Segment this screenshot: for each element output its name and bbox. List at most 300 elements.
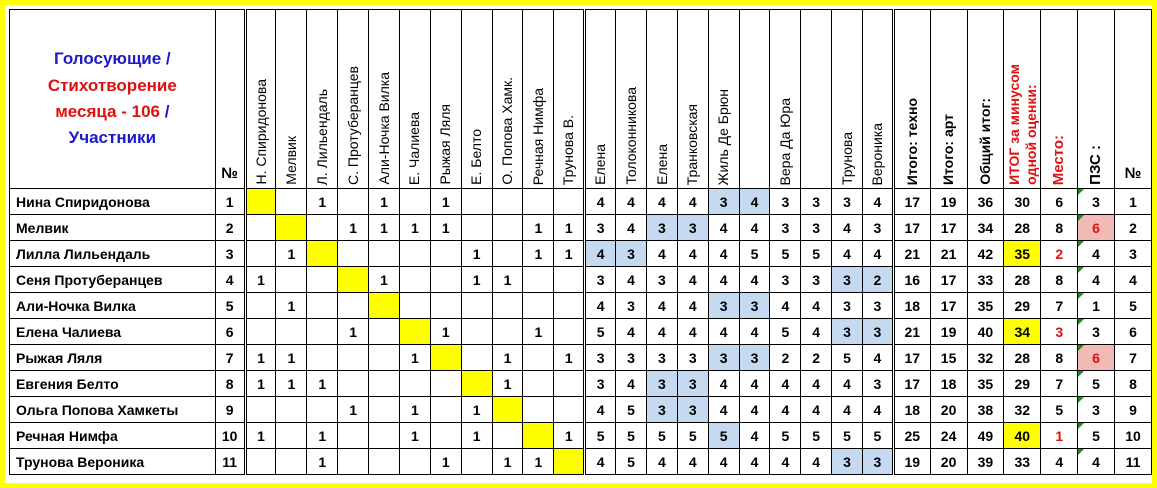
voter-header-8 xyxy=(461,10,492,189)
vote-cell: 1 xyxy=(399,215,430,241)
vote-cell: 1 xyxy=(430,215,461,241)
vote-cell: 1 xyxy=(369,189,400,215)
expert-score-cell: 4 xyxy=(739,397,770,423)
vote-cell xyxy=(461,215,492,241)
total-art-cell: 19 xyxy=(930,189,967,215)
total-techno-cell: 18 xyxy=(893,397,930,423)
expert-score-cell: 4 xyxy=(677,241,708,267)
table-row xyxy=(10,319,1152,345)
expert-score-cell: 4 xyxy=(646,293,677,319)
expert-score-cell: 5 xyxy=(616,397,647,423)
pzs-cell: 3 xyxy=(1078,397,1115,423)
expert-score-cell: 4 xyxy=(616,215,647,241)
expert-score-cell: 4 xyxy=(832,241,863,267)
expert-score-cell: 4 xyxy=(862,241,893,267)
expert-score-cell: 4 xyxy=(585,189,616,215)
expert-score-cell: 4 xyxy=(832,371,863,397)
total-art-cell: 19 xyxy=(930,319,967,345)
vote-cell: 1 xyxy=(307,449,338,475)
vote-cell: 1 xyxy=(554,215,585,241)
expert-score-cell: 3 xyxy=(646,215,677,241)
vote-cell xyxy=(430,293,461,319)
expert-score-cell: 4 xyxy=(832,215,863,241)
vote-cell xyxy=(338,345,369,371)
expert-score-cell: 3 xyxy=(832,449,863,475)
participant-name: Елена Чалиева xyxy=(10,319,216,345)
voter-label: Л. Лильендаль xyxy=(313,88,330,185)
vote-cell: 1 xyxy=(276,293,307,319)
expert-score-cell: 4 xyxy=(677,267,708,293)
expert-score-cell: 2 xyxy=(770,345,801,371)
vote-cell xyxy=(307,397,338,423)
vote-cell: 1 xyxy=(492,345,523,371)
expert-score-cell: 3 xyxy=(646,267,677,293)
vote-cell: 1 xyxy=(276,345,307,371)
expert-score-cell: 4 xyxy=(708,215,739,241)
expert-header-3-2 xyxy=(739,10,770,189)
expert-score-cell: 5 xyxy=(739,241,770,267)
vote-cell: 1 xyxy=(430,189,461,215)
expert-score-cell: 4 xyxy=(708,267,739,293)
expert-score-cell: 4 xyxy=(801,397,832,423)
expert-score-cell: 3 xyxy=(708,293,739,319)
expert-score-cell: 3 xyxy=(585,371,616,397)
expert-score-cell: 4 xyxy=(862,189,893,215)
vote-cell xyxy=(399,241,430,267)
expert-score-cell: 4 xyxy=(708,449,739,475)
expert-header-2-2 xyxy=(677,10,708,189)
vote-cell: 1 xyxy=(307,423,338,449)
expert-score-cell: 3 xyxy=(832,267,863,293)
total-techno-cell: 18 xyxy=(893,293,930,319)
expert-score-cell: 5 xyxy=(616,449,647,475)
vote-cell xyxy=(523,345,554,371)
total-minus-cell: 32 xyxy=(1004,397,1041,423)
voter-label: Речная Нимфа xyxy=(529,87,546,185)
vote-cell xyxy=(492,293,523,319)
vote-cell: 1 xyxy=(399,423,430,449)
voter-label: Н. Спиридонова xyxy=(252,79,269,185)
total-art-cell: 20 xyxy=(930,449,967,475)
vote-cell: 1 xyxy=(430,449,461,475)
total-sum-cell: 35 xyxy=(967,371,1004,397)
expert-score-cell: 3 xyxy=(832,319,863,345)
total-techno-cell: 17 xyxy=(893,189,930,215)
expert-label: Вера Да Юра xyxy=(776,97,793,185)
total-techno-cell: 19 xyxy=(893,449,930,475)
vote-cell xyxy=(554,319,585,345)
vote-cell xyxy=(276,267,307,293)
expert-score-cell: 4 xyxy=(616,319,647,345)
expert-score-cell: 5 xyxy=(585,423,616,449)
vote-cell xyxy=(430,241,461,267)
vote-cell xyxy=(523,371,554,397)
self-vote-cell xyxy=(430,345,461,371)
vote-cell xyxy=(338,371,369,397)
title-slash: / xyxy=(159,102,170,121)
vote-cell xyxy=(554,189,585,215)
pzs-cell: 4 xyxy=(1078,449,1115,475)
participant-number: 7 xyxy=(215,345,245,371)
total-sum-cell: 42 xyxy=(967,241,1004,267)
vote-cell xyxy=(461,319,492,345)
expert-score-cell: 3 xyxy=(646,345,677,371)
voter-header-1 xyxy=(245,10,276,189)
vote-cell xyxy=(430,267,461,293)
vote-cell xyxy=(399,449,430,475)
total-art-cell: 17 xyxy=(930,267,967,293)
voter-label: С. Протуберанцев xyxy=(344,66,361,185)
voting-table xyxy=(9,9,1152,475)
vote-cell xyxy=(430,423,461,449)
expert-score-cell: 4 xyxy=(646,241,677,267)
place-cell: 8 xyxy=(1041,215,1078,241)
total-minus-cell: 33 xyxy=(1004,449,1041,475)
voter-label: Али-Ночка Вилка xyxy=(375,72,392,185)
place-cell: 6 xyxy=(1041,189,1078,215)
expert-score-cell: 3 xyxy=(801,267,832,293)
expert-score-cell: 4 xyxy=(677,319,708,345)
participant-number: 10 xyxy=(215,423,245,449)
voter-label: Трунова В. xyxy=(560,114,577,185)
total-art-cell: 18 xyxy=(930,371,967,397)
vote-cell: 1 xyxy=(523,215,554,241)
vote-cell: 1 xyxy=(245,345,276,371)
expert-score-cell: 4 xyxy=(585,397,616,423)
pzs-cell: 6 xyxy=(1078,215,1115,241)
expert-score-cell: 5 xyxy=(862,423,893,449)
expert-score-cell: 4 xyxy=(770,293,801,319)
expert-label: Вероника xyxy=(869,122,885,185)
expert-score-cell: 4 xyxy=(801,293,832,319)
voter-header-9 xyxy=(492,10,523,189)
expert-score-cell: 5 xyxy=(832,423,863,449)
vote-cell: 1 xyxy=(523,241,554,267)
expert-score-cell: 2 xyxy=(862,267,893,293)
total-sum-cell: 39 xyxy=(967,449,1004,475)
expert-header-5-1 xyxy=(832,10,863,189)
vote-cell: 1 xyxy=(245,423,276,449)
vote-cell xyxy=(461,189,492,215)
expert-header-2-1 xyxy=(646,10,677,189)
place-cell: 7 xyxy=(1041,293,1078,319)
participant-name: Сеня Протуберанцев xyxy=(10,267,216,293)
place-cell: 8 xyxy=(1041,267,1078,293)
expert-score-cell: 3 xyxy=(770,189,801,215)
pzs-cell: 5 xyxy=(1078,371,1115,397)
participant-number: 9 xyxy=(215,397,245,423)
expert-score-cell: 4 xyxy=(646,319,677,345)
vote-cell xyxy=(461,345,492,371)
participant-number-right: 2 xyxy=(1114,215,1151,241)
participant-number-right: 5 xyxy=(1114,293,1151,319)
self-vote-cell xyxy=(245,189,276,215)
expert-score-cell: 3 xyxy=(677,345,708,371)
vote-cell xyxy=(554,293,585,319)
vote-cell xyxy=(307,215,338,241)
total-art-cell: 21 xyxy=(930,241,967,267)
participant-name: Рыжая Ляля xyxy=(10,345,216,371)
totals-header-1 xyxy=(893,10,930,189)
expert-label: Трунова xyxy=(838,132,855,185)
participant-name: Трунова Вероника xyxy=(10,449,216,475)
totals-label: Итого: арт xyxy=(940,113,957,185)
vote-cell xyxy=(369,423,400,449)
expert-score-cell: 3 xyxy=(616,293,647,319)
vote-cell xyxy=(369,371,400,397)
expert-score-cell: 4 xyxy=(739,423,770,449)
vote-cell xyxy=(461,449,492,475)
expert-score-cell: 3 xyxy=(646,397,677,423)
expert-score-cell: 4 xyxy=(616,267,647,293)
vote-cell: 1 xyxy=(276,241,307,267)
participant-name: Мелвик xyxy=(10,215,216,241)
totals-header-2 xyxy=(930,10,967,189)
vote-cell xyxy=(276,189,307,215)
participant-name: Али-Ночка Вилка xyxy=(10,293,216,319)
expert-score-cell: 3 xyxy=(862,293,893,319)
pzs-cell: 3 xyxy=(1078,319,1115,345)
place-label: Место: xyxy=(1050,134,1068,185)
vote-cell: 1 xyxy=(523,449,554,475)
total-art-cell: 15 xyxy=(930,345,967,371)
expert-score-cell: 3 xyxy=(616,241,647,267)
expert-score-cell: 4 xyxy=(616,371,647,397)
self-vote-cell xyxy=(276,215,307,241)
vote-cell xyxy=(338,293,369,319)
self-vote-cell xyxy=(554,449,585,475)
expert-score-cell: 4 xyxy=(585,293,616,319)
vote-cell xyxy=(245,215,276,241)
participant-number: 8 xyxy=(215,371,245,397)
vote-cell xyxy=(245,449,276,475)
vote-cell xyxy=(492,189,523,215)
vote-cell xyxy=(399,371,430,397)
participant-number-right: 11 xyxy=(1114,449,1151,475)
title-line-month: месяца - 106 xyxy=(55,102,160,121)
num-header-right xyxy=(1114,10,1151,189)
vote-cell xyxy=(338,449,369,475)
expert-score-cell: 5 xyxy=(708,423,739,449)
total-techno-cell: 17 xyxy=(893,345,930,371)
self-vote-cell xyxy=(399,319,430,345)
vote-cell: 1 xyxy=(461,397,492,423)
vote-cell xyxy=(307,267,338,293)
vote-cell xyxy=(399,189,430,215)
table-row xyxy=(10,189,1152,215)
expert-score-cell: 3 xyxy=(708,189,739,215)
total-art-cell: 17 xyxy=(930,293,967,319)
vote-cell: 1 xyxy=(369,215,400,241)
expert-score-cell: 4 xyxy=(708,371,739,397)
participant-number: 2 xyxy=(215,215,245,241)
place-cell: 8 xyxy=(1041,345,1078,371)
vote-cell: 1 xyxy=(461,241,492,267)
total-minus-cell: 34 xyxy=(1004,319,1041,345)
vote-cell: 1 xyxy=(276,371,307,397)
expert-score-cell: 3 xyxy=(677,215,708,241)
num-header: № xyxy=(215,10,245,189)
expert-score-cell: 4 xyxy=(677,293,708,319)
total-sum-cell: 38 xyxy=(967,397,1004,423)
place-header xyxy=(1041,10,1078,189)
expert-score-cell: 4 xyxy=(862,345,893,371)
participant-name: Евгения Белто xyxy=(10,371,216,397)
participant-name: Ольга Попова Хамкеты xyxy=(10,397,216,423)
expert-score-cell: 5 xyxy=(801,241,832,267)
self-vote-cell xyxy=(307,241,338,267)
vote-cell: 1 xyxy=(399,345,430,371)
voter-header-6 xyxy=(399,10,430,189)
vote-cell xyxy=(399,267,430,293)
expert-score-cell: 3 xyxy=(739,345,770,371)
expert-score-cell: 4 xyxy=(677,449,708,475)
participant-number-right: 1 xyxy=(1114,189,1151,215)
total-minus-cell: 28 xyxy=(1004,267,1041,293)
table-row xyxy=(10,293,1152,319)
expert-score-cell: 3 xyxy=(832,189,863,215)
self-vote-cell xyxy=(523,423,554,449)
expert-score-cell: 4 xyxy=(862,397,893,423)
expert-score-cell: 3 xyxy=(616,345,647,371)
vote-cell xyxy=(307,345,338,371)
vote-cell xyxy=(430,371,461,397)
vote-cell xyxy=(492,215,523,241)
expert-score-cell: 3 xyxy=(862,371,893,397)
place-cell: 2 xyxy=(1041,241,1078,267)
vote-cell: 1 xyxy=(523,319,554,345)
expert-score-cell: 4 xyxy=(770,397,801,423)
expert-label: Толоконникова xyxy=(622,87,639,185)
total-minus-cell: 29 xyxy=(1004,371,1041,397)
voter-header-3 xyxy=(307,10,338,189)
voter-label: О. Попова Хамк. xyxy=(499,77,516,185)
voter-header-4 xyxy=(338,10,369,189)
participant-number: 3 xyxy=(215,241,245,267)
expert-label: Жиль Де Брюн xyxy=(715,88,732,185)
total-sum-cell: 35 xyxy=(967,293,1004,319)
pzs-cell: 1 xyxy=(1078,293,1115,319)
place-cell: 5 xyxy=(1041,397,1078,423)
voter-header-11 xyxy=(554,10,585,189)
voter-header-10 xyxy=(523,10,554,189)
participant-number-right: 9 xyxy=(1114,397,1151,423)
vote-cell: 1 xyxy=(399,397,430,423)
expert-score-cell: 3 xyxy=(677,397,708,423)
voter-header-5 xyxy=(369,10,400,189)
expert-score-cell: 4 xyxy=(739,449,770,475)
table-title xyxy=(10,10,216,189)
vote-cell: 1 xyxy=(554,423,585,449)
expert-score-cell: 4 xyxy=(801,449,832,475)
participant-name: Нина Спиридонова xyxy=(10,189,216,215)
vote-cell xyxy=(276,397,307,423)
self-vote-cell xyxy=(461,371,492,397)
participant-number: 11 xyxy=(215,449,245,475)
vote-cell xyxy=(492,423,523,449)
vote-cell xyxy=(554,371,585,397)
expert-label: Транковская xyxy=(684,103,701,185)
place-cell: 7 xyxy=(1041,371,1078,397)
expert-score-cell: 4 xyxy=(616,189,647,215)
participant-number-right: 3 xyxy=(1114,241,1151,267)
expert-score-cell: 4 xyxy=(739,371,770,397)
vote-cell: 1 xyxy=(369,267,400,293)
expert-score-cell: 3 xyxy=(862,215,893,241)
expert-score-cell: 3 xyxy=(677,371,708,397)
expert-score-cell: 4 xyxy=(739,215,770,241)
expert-score-cell: 5 xyxy=(832,345,863,371)
expert-score-cell: 3 xyxy=(801,215,832,241)
expert-header-1-1 xyxy=(585,10,616,189)
participant-number-right: 6 xyxy=(1114,319,1151,345)
total-minus-cell: 28 xyxy=(1004,345,1041,371)
expert-score-cell: 3 xyxy=(585,267,616,293)
vote-cell xyxy=(245,293,276,319)
totals-label: Общий итог: xyxy=(977,98,994,185)
table-row xyxy=(10,215,1152,241)
vote-cell xyxy=(245,241,276,267)
voter-label: Мелвик xyxy=(282,136,299,185)
expert-score-cell: 5 xyxy=(801,423,832,449)
totals-header-3 xyxy=(967,10,1004,189)
vote-cell xyxy=(492,319,523,345)
expert-score-cell: 3 xyxy=(832,293,863,319)
expert-score-cell: 3 xyxy=(708,345,739,371)
table-row xyxy=(10,345,1152,371)
vote-cell: 1 xyxy=(338,319,369,345)
total-techno-cell: 17 xyxy=(893,215,930,241)
vote-cell: 1 xyxy=(245,267,276,293)
expert-score-cell: 5 xyxy=(770,241,801,267)
total-sum-cell: 49 xyxy=(967,423,1004,449)
vote-cell: 1 xyxy=(461,423,492,449)
vote-cell xyxy=(276,449,307,475)
total-techno-cell: 21 xyxy=(893,241,930,267)
minus-header xyxy=(1004,10,1041,189)
participant-number: 6 xyxy=(215,319,245,345)
total-sum-cell: 33 xyxy=(967,267,1004,293)
expert-score-cell: 4 xyxy=(739,319,770,345)
participant-number: 4 xyxy=(215,267,245,293)
voter-label: Е. Чалиева xyxy=(406,111,423,185)
expert-score-cell: 3 xyxy=(585,215,616,241)
place-cell: 1 xyxy=(1041,423,1078,449)
pzs-header xyxy=(1078,10,1115,189)
total-sum-cell: 34 xyxy=(967,215,1004,241)
vote-cell xyxy=(307,319,338,345)
minus-label-line1: ИТОГ за минусом xyxy=(1005,64,1022,185)
expert-score-cell: 3 xyxy=(770,267,801,293)
vote-cell: 1 xyxy=(492,371,523,397)
expert-score-cell: 4 xyxy=(770,371,801,397)
total-art-cell: 17 xyxy=(930,215,967,241)
total-minus-cell: 40 xyxy=(1004,423,1041,449)
vote-cell: 1 xyxy=(338,215,369,241)
expert-score-cell: 3 xyxy=(739,293,770,319)
expert-score-cell: 4 xyxy=(770,449,801,475)
expert-header-4-1 xyxy=(770,10,801,189)
vote-cell xyxy=(523,267,554,293)
expert-score-cell: 3 xyxy=(862,319,893,345)
expert-score-cell: 4 xyxy=(708,241,739,267)
vote-cell: 1 xyxy=(461,267,492,293)
expert-score-cell: 5 xyxy=(770,319,801,345)
expert-header-5-2 xyxy=(862,10,893,189)
vote-cell: 1 xyxy=(492,449,523,475)
vote-cell xyxy=(399,293,430,319)
total-minus-cell: 35 xyxy=(1004,241,1041,267)
